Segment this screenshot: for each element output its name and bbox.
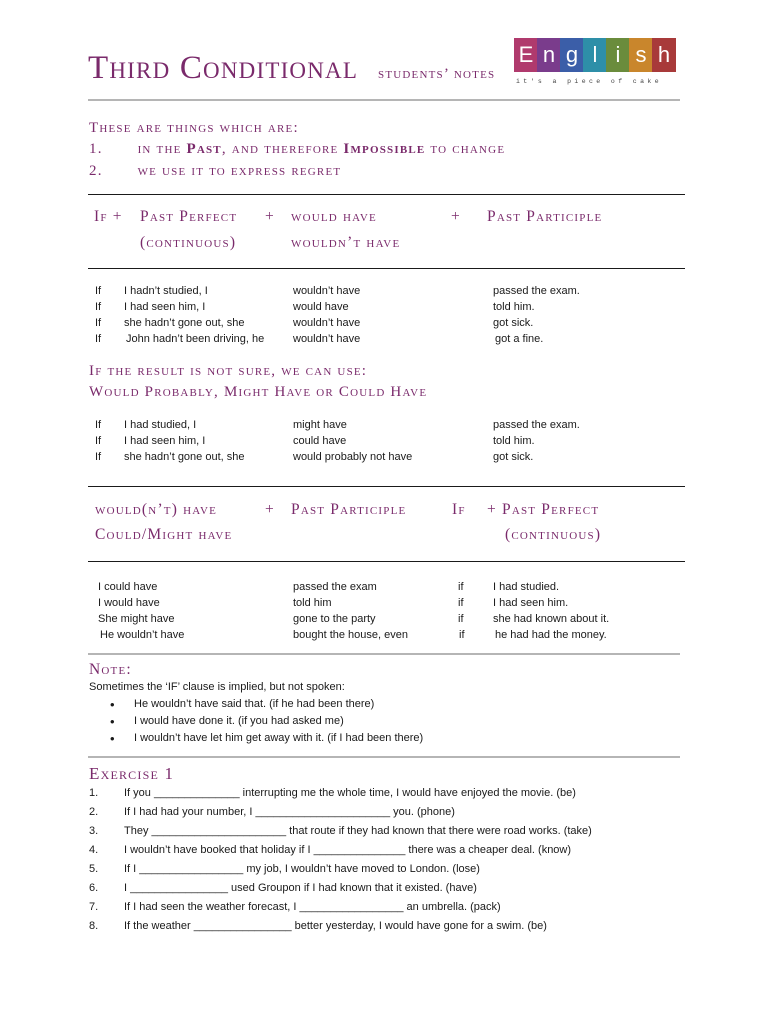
logo-tagline: it's a piece of cake: [516, 78, 663, 85]
ex-if: If: [95, 333, 102, 345]
emphasis-impossible: Impossible: [343, 141, 426, 157]
ex-if: If: [95, 317, 102, 329]
divider: [88, 756, 680, 758]
ex-clause: I had seen him, I: [124, 435, 206, 447]
ex-participle: told him: [293, 597, 332, 609]
ex-modal: He wouldn’t have: [100, 629, 185, 641]
formula-would-have: would have: [291, 208, 377, 225]
note-heading: Note:: [89, 661, 132, 678]
ex-result: got a fine.: [495, 333, 544, 345]
formula-past-participle: Past Participle: [487, 208, 603, 225]
formula-plus: +: [265, 501, 274, 518]
ex-clause: I had seen him.: [493, 597, 569, 609]
ex-if: If: [95, 435, 102, 447]
formula-past-perfect: Past Perfect: [140, 208, 238, 225]
exercise-item: They ______________________ that route if they had known that there were road works. (take): [124, 825, 592, 837]
ex-if: If: [95, 301, 102, 313]
point-text: to change: [425, 141, 506, 157]
point-text: we use it to express regret: [137, 163, 342, 179]
divider: [88, 653, 680, 655]
logo-letter: n: [537, 38, 561, 72]
ex-clause: she hadn’t gone out, she: [124, 451, 245, 463]
exercise-item: If I had had your number, I ______________________ you. (phone): [124, 806, 455, 818]
logo-letter: s: [629, 38, 653, 72]
unsure-line-1: If the result is not sure, we can use:: [89, 363, 368, 379]
ex-clause: I had studied.: [493, 581, 560, 593]
ex-clause: I had studied, I: [124, 419, 197, 431]
list-item: • I would have done it. (if you had asked me): [110, 714, 423, 731]
list-item: • He wouldn’t have said that. (if he had been there): [110, 697, 423, 714]
ex-result: passed the exam.: [493, 419, 580, 431]
exercise-number: 1.: [89, 787, 99, 799]
exercise-item: I wouldn’t have booked that holiday if I _______________ there was a cheaper deal. (know): [124, 844, 572, 856]
formula-if: If: [452, 501, 466, 518]
formula-could-might-have: Could/Might have: [95, 526, 233, 543]
ex-result: told him.: [493, 301, 535, 313]
divider: [88, 194, 685, 195]
ex-modal: She might have: [98, 613, 175, 625]
divider: [88, 268, 685, 269]
ex-if: if: [458, 581, 464, 593]
ex-if: if: [459, 629, 465, 641]
divider: [88, 99, 680, 101]
exercise-item: If I _________________ my job, I wouldn’t have moved to London. (lose): [124, 863, 480, 875]
point-number: 2.: [89, 163, 103, 179]
ex-if: If: [95, 419, 102, 431]
formula-wouldnt-have: would(n’t) have: [95, 501, 218, 518]
formula-wouldnt-have: wouldn’t have: [291, 234, 401, 251]
ex-clause: John hadn’t been driving, he: [126, 333, 265, 345]
emphasis-past: Past: [186, 141, 222, 157]
ex-modal: could have: [293, 435, 347, 447]
ex-clause: I hadn’t studied, I: [124, 285, 208, 297]
ex-clause: she hadn’t gone out, she: [124, 317, 245, 329]
ex-result: got sick.: [493, 317, 534, 329]
exercise-number: 8.: [89, 920, 99, 932]
exercise-heading: Exercise 1: [89, 764, 175, 783]
divider: [88, 486, 685, 487]
ex-if: If: [95, 451, 102, 463]
ex-modal: wouldn’t have: [293, 333, 361, 345]
formula-continuous: (continuous): [505, 526, 602, 543]
exercise-number: 2.: [89, 806, 99, 818]
exercise-item: If I had seen the weather forecast, I _________________ an umbrella. (pack): [124, 901, 501, 913]
ex-modal: wouldn’t have: [293, 285, 361, 297]
logo-letter: i: [606, 38, 630, 72]
ex-participle: bought the house, even: [293, 629, 408, 641]
formula-past-perfect: + Past Perfect: [487, 501, 600, 518]
formula-plus: +: [265, 208, 274, 225]
ex-if: If: [95, 285, 102, 297]
exercise-number: 3.: [89, 825, 99, 837]
ex-modal: would probably not have: [293, 451, 413, 463]
ex-modal: wouldn’t have: [293, 317, 361, 329]
ex-result: got sick.: [493, 451, 534, 463]
logo-letter: l: [583, 38, 607, 72]
point-number: 1.: [89, 141, 103, 157]
english-logo: [514, 38, 674, 90]
note-list: [110, 697, 423, 748]
exercise-number: 7.: [89, 901, 99, 913]
point-text: in the: [137, 141, 187, 157]
logo-letter: E: [514, 38, 538, 72]
ex-modal: might have: [293, 419, 347, 431]
list-item: • I wouldn’t have let him get away with it. (if I had been there): [110, 731, 423, 748]
ex-participle: passed the exam: [293, 581, 377, 593]
ex-modal: would have: [293, 301, 349, 313]
ex-clause: I had seen him, I: [124, 301, 206, 313]
divider: [88, 561, 685, 562]
ex-modal: I would have: [98, 597, 160, 609]
ex-clause: he had had the money.: [495, 629, 607, 641]
point-text: , and therefore: [221, 141, 344, 157]
page-title: Third Conditional: [88, 50, 359, 86]
ex-result: passed the exam.: [493, 285, 580, 297]
ex-if: if: [458, 597, 464, 609]
formula-plus: +: [451, 208, 460, 225]
unsure-line-2: Would Probably, Might Have or Could Have: [89, 384, 428, 400]
ex-clause: she had known about it.: [493, 613, 610, 625]
logo-letter: g: [560, 38, 584, 72]
formula-past-participle: Past Participle: [291, 501, 407, 518]
page-subtitle: students’ notes: [378, 66, 496, 82]
exercise-number: 4.: [89, 844, 99, 856]
ex-result: told him.: [493, 435, 535, 447]
ex-if: if: [458, 613, 464, 625]
note-text: Sometimes the ‘IF’ clause is implied, but not spoken:: [89, 681, 345, 693]
exercise-number: 5.: [89, 863, 99, 875]
intro-lead: These are things which are:: [89, 120, 299, 136]
intro-point-1: [89, 141, 505, 158]
formula-if: If +: [94, 208, 123, 225]
ex-participle: gone to the party: [293, 613, 376, 625]
ex-modal: I could have: [98, 581, 158, 593]
exercise-item: I ________________ used Groupon if I had known that it existed. (have): [124, 882, 477, 894]
exercise-number: 6.: [89, 882, 99, 894]
logo-letter: h: [652, 38, 676, 72]
formula-continuous: (continuous): [140, 234, 237, 251]
intro-point-2: [89, 163, 341, 180]
exercise-item: If the weather ________________ better yesterday, I would have gone for a swim. (be): [124, 920, 547, 932]
exercise-item: If you ______________ interrupting me the whole time, I would have enjoyed the movie. (be): [124, 787, 576, 799]
